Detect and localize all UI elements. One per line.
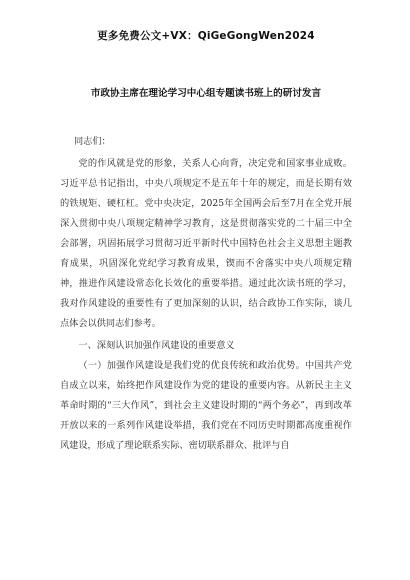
body-paragraph: 党的作风就是党的形象，关系人心向背，决定党和国家事业成败。习近平总书记指出，中央八项规定不是五年十年的规定，而是长期有效的铁规矩、硬杠杠。党中央决定，2025年全国两会后至7月在全党开展深入贯彻中央八项规定精神学习教育，这是贯彻落实党的二十届三中全会部署，巩固拓展学习贯彻习近平新时代中国特色社会主义思想主题教育成果，巩固深化党纪学习教育成果，锲而不舍落实中央八项规定精神，推进作风建设常态化长效化的重要举措。通过此次读书班的学习，我对作风建设的重要性有了更加深刻的认识，结合政协工作实际，谈几点体会以供同志们参考。 bbox=[60, 158, 352, 329]
section-heading: 一、深刻认识加强作风建设的重要意义 bbox=[78, 340, 235, 351]
salutation: 同志们： bbox=[74, 136, 111, 147]
sub-section-paragraph: （一）加强作风建设是我们党的优良传统和政治优势。中国共产党自成立以来，始终把作风建设作为党的建设的重要内容。从新民主主义革命时期的“三大作风”，到社会主义建设时期的“两个务必”，再到改革开放以来的一系列作风建设举措，我们党在不同历史时期都高度重视作风建设，形成了理论联系实际、密切联系群众、批评与自 bbox=[60, 360, 352, 451]
header-banner: 更多免费公文+VX：QiGeGongWen2024 bbox=[97, 30, 315, 42]
document-title: 市政协主席在理论学习中心组专题读书班上的研讨发言 bbox=[90, 88, 322, 99]
